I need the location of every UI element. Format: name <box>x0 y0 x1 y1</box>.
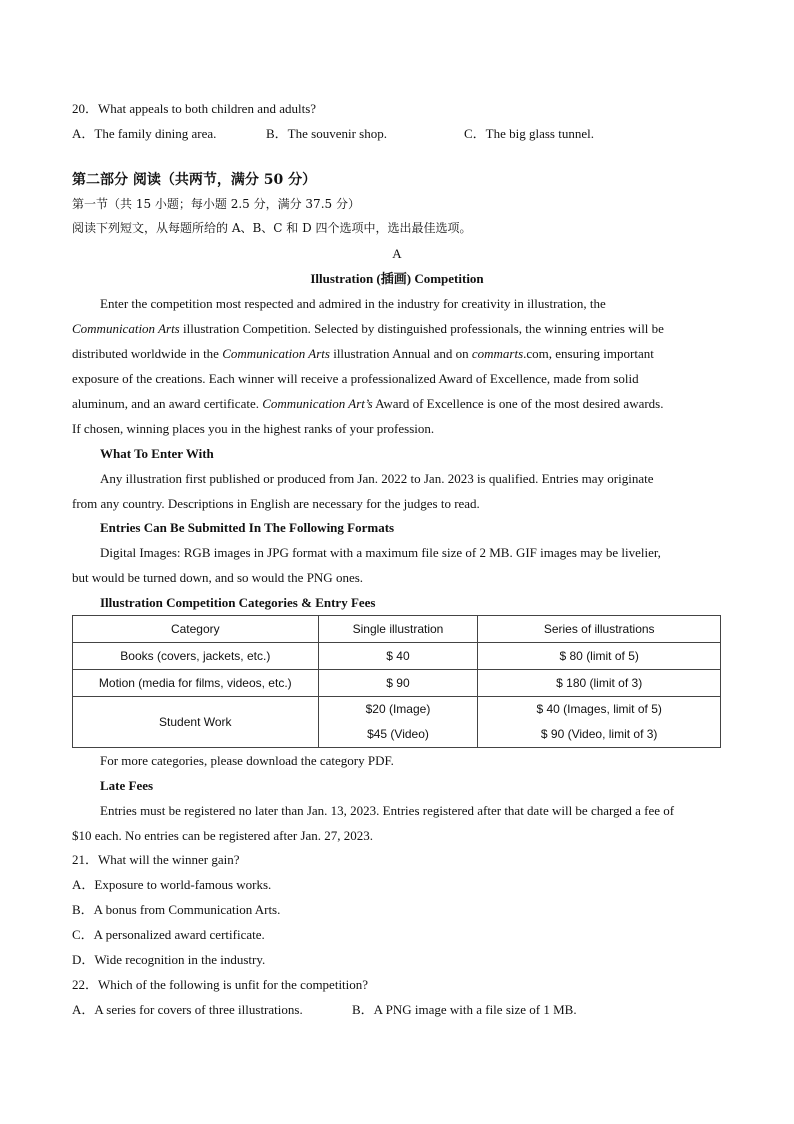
table-cell: Books (covers, jackets, etc.) <box>73 643 319 670</box>
heading-late-fees: Late Fees <box>100 778 154 793</box>
q20-question: 20．What appeals to both children and adults? <box>72 101 317 116</box>
fees-table <box>72 615 721 748</box>
table-row <box>73 670 721 697</box>
passage-title: Illustration (插画) Competition <box>310 271 484 286</box>
part2-heading: 第二部分 阅读（共两节，满分 50 分） <box>72 172 317 188</box>
p1-line2: Communication Arts illustration Competition. Selected by distinguished professionals, the winning entries will be <box>72 321 664 336</box>
q21-option-d: D．Wide recognition in the industry. <box>72 952 266 967</box>
table-cell: $20 (Image) $45 (Video) <box>318 697 478 748</box>
q21-option-c: C．A personalized award certificate. <box>72 927 265 942</box>
q21-question: 21．What will the winner gain? <box>72 852 240 867</box>
p2-line2: from any country. Descriptions in English are necessary for the judges to read. <box>72 496 480 511</box>
table-cell: $ 40 <box>318 643 478 670</box>
p3-line2: but would be turned down, and so would the PNG ones. <box>72 570 364 585</box>
table-header: Single illustration <box>318 616 478 643</box>
p4-line2: $10 each. No entries can be registered after Jan. 27, 2023. <box>72 828 374 843</box>
table-header: Series of illustrations <box>478 616 721 643</box>
table-cell: Motion (media for films, videos, etc.) <box>73 670 319 697</box>
table-cell: Student Work <box>73 697 319 748</box>
passage-letter: A <box>392 246 402 261</box>
italic-title: Communication Arts <box>72 321 180 336</box>
table-cell: $ 180 (limit of 3) <box>478 670 721 697</box>
table-row <box>73 643 721 670</box>
heading-fees: Illustration Competition Categories & Entry Fees <box>100 595 376 610</box>
q20-option-b: B．The souvenir shop. <box>266 126 387 141</box>
q22-option-a: A．A series for covers of three illustrations. <box>72 1002 303 1017</box>
q20-option-a: A．The family dining area. <box>72 126 217 141</box>
table-cell: $ 40 (Images, limit of 5) $ 90 (Video, limit of 3) <box>478 697 721 748</box>
p3-line1: Digital Images: RGB images in JPG format with a maximum file size of 2 MB. GIF images may be livelier, <box>100 545 661 560</box>
q22-question: 22．Which of the following is unfit for the competition? <box>72 977 369 992</box>
p1-line5: aluminum, and an award certificate. Communication Art’s Award of Excellence is one of the most desired awards. <box>72 396 664 411</box>
more-categories: For more categories, please download the category PDF. <box>100 753 394 768</box>
table-header: Category <box>73 616 319 643</box>
q21-option-b: B．A bonus from Communication Arts. <box>72 902 281 917</box>
instruction: 阅读下列短文，从每题所给的 A、B、C 和 D 四个选项中，选出最佳选项。 <box>72 221 472 235</box>
p4-line1: Entries must be registered no later than Jan. 13, 2023. Entries registered after that date will be charged a fee of <box>100 803 675 818</box>
q20-option-c: C．The big glass tunnel. <box>464 126 594 141</box>
p1-line3: distributed worldwide in the Communication Arts illustration Annual and on commarts.com, ensuring important <box>72 346 654 361</box>
heading-formats: Entries Can Be Submitted In The Following Formats <box>100 520 395 535</box>
section1-heading: 第一节（共 15 小题；每小题 2.5 分，满分 37.5 分） <box>72 197 360 211</box>
q21-option-a: A．Exposure to world-famous works. <box>72 877 272 892</box>
p1-line4: exposure of the creations. Each winner will receive a professionalized Award of Excellence, made from solid <box>72 371 639 386</box>
p2-line1: Any illustration first published or produced from Jan. 2022 to Jan. 2023 is qualified. Entries may originate <box>100 471 654 486</box>
table-cell: $ 90 <box>318 670 478 697</box>
p1-line1: Enter the competition most respected and admired in the industry for creativity in illustration, the <box>100 296 606 311</box>
table-header-row <box>73 616 721 643</box>
table-row-student <box>73 697 721 748</box>
heading-what-to-enter: What To Enter With <box>100 446 214 461</box>
table-cell: $ 80 (limit of 5) <box>478 643 721 670</box>
p1-line6: If chosen, winning places you in the highest ranks of your profession. <box>72 421 435 436</box>
q22-option-b: B．A PNG image with a file size of 1 MB. <box>352 1002 577 1017</box>
